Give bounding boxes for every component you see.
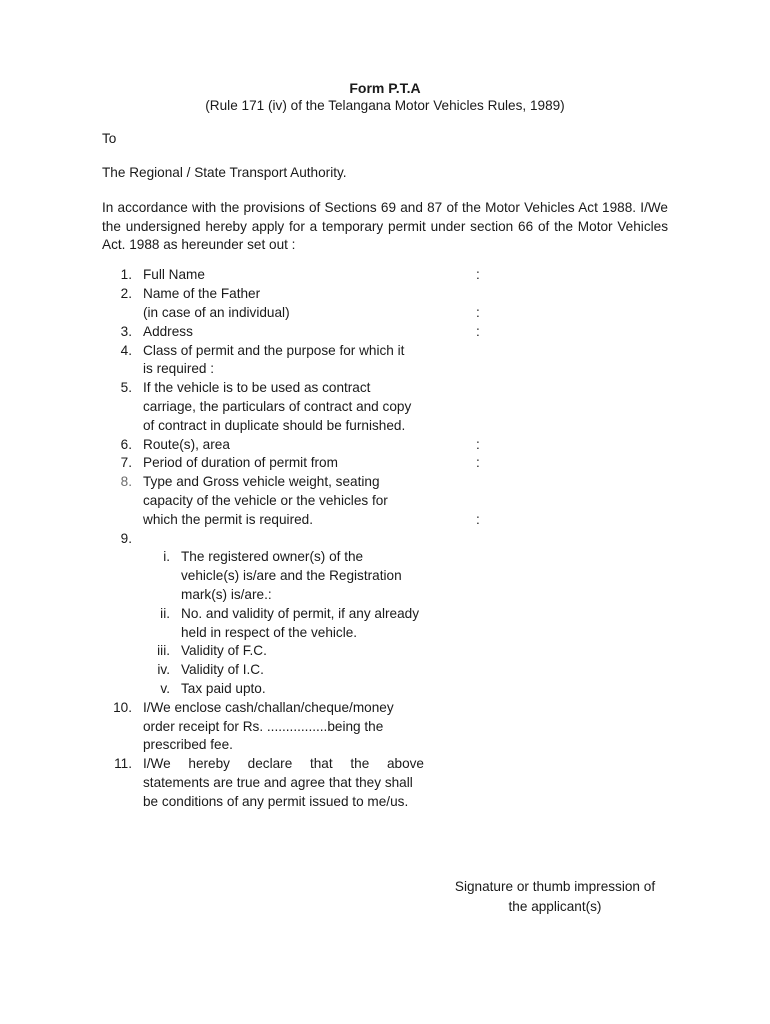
subitem-number: iv. <box>157 662 170 677</box>
item-number: 2. <box>120 286 132 301</box>
subitem-label-registered-owner: The registered owner(s) of the <box>181 549 364 564</box>
item-colon: : <box>476 455 480 470</box>
item-number: 7. <box>120 455 132 470</box>
item-label-line: carriage, the particulars of contract and copy <box>143 399 412 414</box>
subitem-label-ic-validity: Validity of I.C. <box>181 662 264 677</box>
form-title: Form P.T.A <box>349 80 421 96</box>
item-label-vehicle-type: Type and Gross vehicle weight, seating <box>143 474 380 489</box>
item-number: 10. <box>113 700 132 715</box>
item-label-class-of-permit: Class of permit and the purpose for which it <box>143 343 405 358</box>
item-label-father-name: Name of the Father <box>143 286 261 301</box>
item-number: 6. <box>120 437 132 452</box>
form-subtitle: (Rule 171 (iv) of the Telangana Motor Vehicles Rules, 1989) <box>205 98 565 113</box>
item-number: 1. <box>120 267 132 282</box>
signature-line-1: Signature or thumb impression of <box>454 879 656 894</box>
subitem-number: i. <box>163 549 170 564</box>
item-number: 5. <box>120 380 132 395</box>
item-label-contract-carriage: If the vehicle is to be used as contract <box>143 380 371 395</box>
subitem-number: ii. <box>160 606 170 621</box>
item-colon: : <box>476 437 480 452</box>
subitem-number: iii. <box>157 643 170 658</box>
item-label-line: statements are true and agree that they shall <box>143 775 413 790</box>
subitem-label-fc-validity: Validity of F.C. <box>181 643 267 658</box>
item-label-line: is required : <box>143 361 215 376</box>
item-number: 4. <box>120 343 132 358</box>
item-label-line: of contract in duplicate should be furnished. <box>143 418 406 433</box>
subitem-label-permit-validity: No. and validity of permit, if any already <box>181 606 420 621</box>
subitem-label-tax-paid: Tax paid upto. <box>181 681 266 696</box>
subitem-number: v. <box>160 681 170 696</box>
item-number: 9. <box>120 531 132 546</box>
item-label-address: Address <box>143 324 193 339</box>
item-label-line: which the permit is required. <box>143 512 313 527</box>
item-label-route: Route(s), area <box>143 437 230 452</box>
item-label-line: be conditions of any permit issued to me/us. <box>143 794 409 809</box>
item-label-full-name: Full Name <box>143 267 205 282</box>
item-colon: : <box>476 267 480 282</box>
subitem-label-line: vehicle(s) is/are and the Registration <box>181 568 402 583</box>
item-label-declaration: I/We hereby declare that the above <box>143 756 424 771</box>
item-number: 3. <box>120 324 132 339</box>
address-to: To <box>102 131 117 146</box>
item-label-line: capacity of the vehicle or the vehicles for <box>143 493 388 508</box>
item-label-line: prescribed fee. <box>143 737 233 752</box>
item-label-line: order receipt for Rs. ................being the <box>143 719 384 734</box>
item-label-period: Period of duration of permit from <box>143 455 338 470</box>
item-colon: : <box>476 305 480 320</box>
signature-line-2: the applicant(s) <box>508 899 602 914</box>
item-colon: : <box>476 324 480 339</box>
item-number: 8. <box>120 474 132 489</box>
item-label-fee-enclosure: I/We enclose cash/challan/cheque/money <box>143 700 394 715</box>
subitem-label-line: mark(s) is/are.: <box>181 587 272 602</box>
intro-paragraph: In accordance with the provisions of Sections 69 and 87 of the Motor Vehicles Act 1988. I/We the undersigned hereby apply for a temporary permit under section 66 of the Motor Vehicles Act. 1988 as hereunder set out : <box>102 200 668 252</box>
subitem-label-line: held in respect of the vehicle. <box>181 625 358 640</box>
address-authority: The Regional / State Transport Authority. <box>102 165 347 180</box>
item-colon: : <box>476 512 480 527</box>
item-number: 11. <box>114 756 132 771</box>
item-label-father-note: (in case of an individual) <box>143 305 290 320</box>
